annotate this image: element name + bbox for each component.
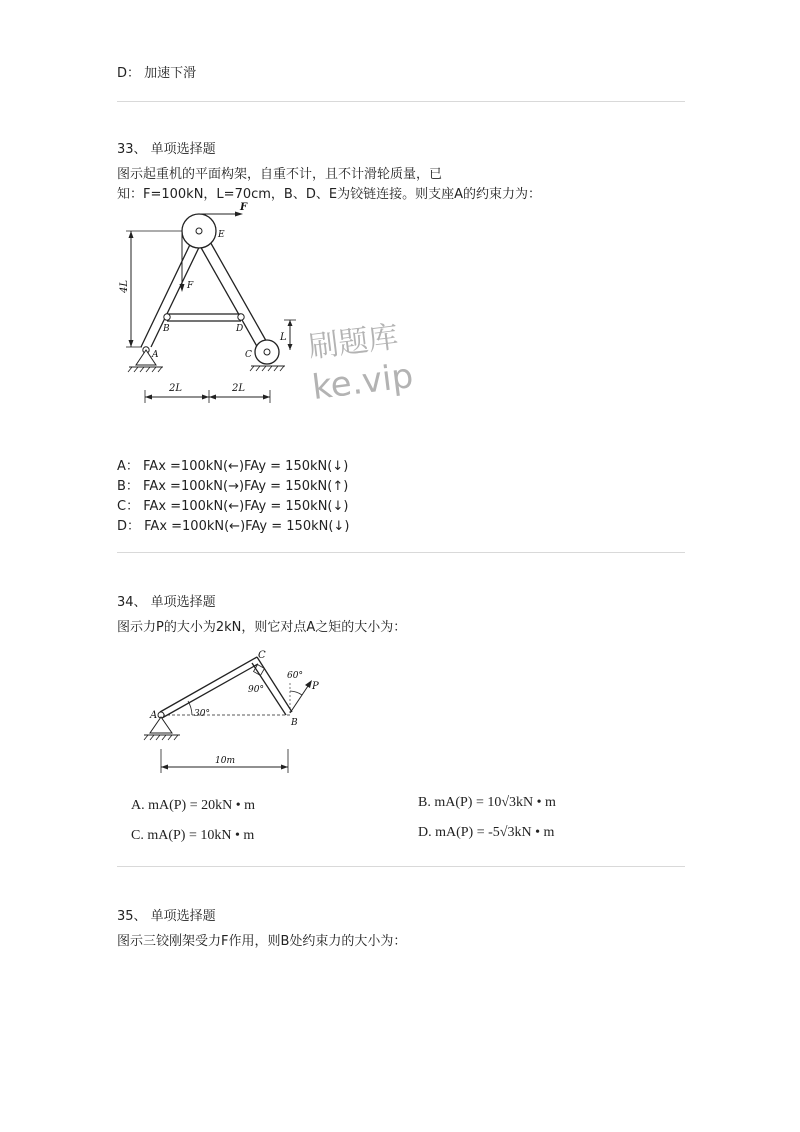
- q33-stem-line2: 知：F=100kN，L=70cm，B、D、E为铰链连接。则支座A的约束力为：: [117, 187, 541, 202]
- q33-stem-line1: 图示起重机的平面构架，自重不计，且不计滑轮质量，已: [117, 167, 443, 182]
- label-2L-left: 2L: [169, 383, 183, 394]
- label-F-mid: F: [187, 281, 194, 291]
- q34-lever-figure: [140, 645, 340, 775]
- label-C: C: [258, 650, 266, 661]
- q34-option-c[interactable]: C. mA(P) = 10kN • m: [131, 828, 255, 843]
- label-30: 30°: [194, 709, 210, 719]
- label-2L-right: 2L: [232, 383, 246, 394]
- prev-option-d: D： 加速下滑: [117, 66, 197, 81]
- q34-header: 34、 单项选择题: [117, 595, 216, 610]
- label-90: 90°: [248, 685, 264, 695]
- label-F-top: F: [240, 202, 248, 213]
- label-L: L: [280, 332, 287, 343]
- label-60: 60°: [287, 671, 303, 681]
- label-E: E: [218, 230, 225, 240]
- q33-header: 33、 单项选择题: [117, 142, 216, 157]
- label-A: A: [152, 350, 159, 360]
- q33-option-c[interactable]: C： FAx =100kN(←)FAy = 150kN(↓): [117, 499, 349, 514]
- q35-stem: 图示三铰刚架受力F作用，则B处约束力的大小为：: [117, 934, 407, 949]
- q34-option-d[interactable]: D. mA(P) = -5√3kN • m: [418, 825, 555, 840]
- label-4L: 4L: [119, 279, 130, 293]
- label-10m: 10m: [215, 756, 235, 766]
- divider: [117, 866, 685, 867]
- watermark-line1: 刷题库: [306, 319, 401, 366]
- label-D: D: [236, 324, 244, 334]
- q33-option-a[interactable]: A： FAx =100kN(←)FAy = 150kN(↓): [117, 459, 349, 474]
- q34-option-b[interactable]: B. mA(P) = 10√3kN • m: [418, 795, 556, 810]
- label-C: C: [245, 350, 252, 360]
- q35-header: 35、 单项选择题: [117, 909, 216, 924]
- label-A: A: [150, 710, 158, 721]
- label-P: P: [312, 681, 319, 692]
- label-B: B: [163, 324, 170, 334]
- watermark-line2: ke.vip: [309, 355, 416, 409]
- q33-option-b[interactable]: B： FAx =100kN(→)FAy = 150kN(↑): [117, 479, 349, 494]
- label-B: B: [291, 718, 298, 728]
- q34-option-a[interactable]: A. mA(P) = 20kN • m: [131, 798, 256, 813]
- q33-crane-figure: [112, 200, 312, 410]
- divider: [117, 552, 685, 553]
- divider: [117, 101, 685, 102]
- q33-option-d[interactable]: D： FAx =100kN(←)FAy = 150kN(↓): [117, 519, 350, 534]
- q34-stem: 图示力P的大小为2kN，则它对点A之矩的大小为：: [117, 620, 407, 635]
